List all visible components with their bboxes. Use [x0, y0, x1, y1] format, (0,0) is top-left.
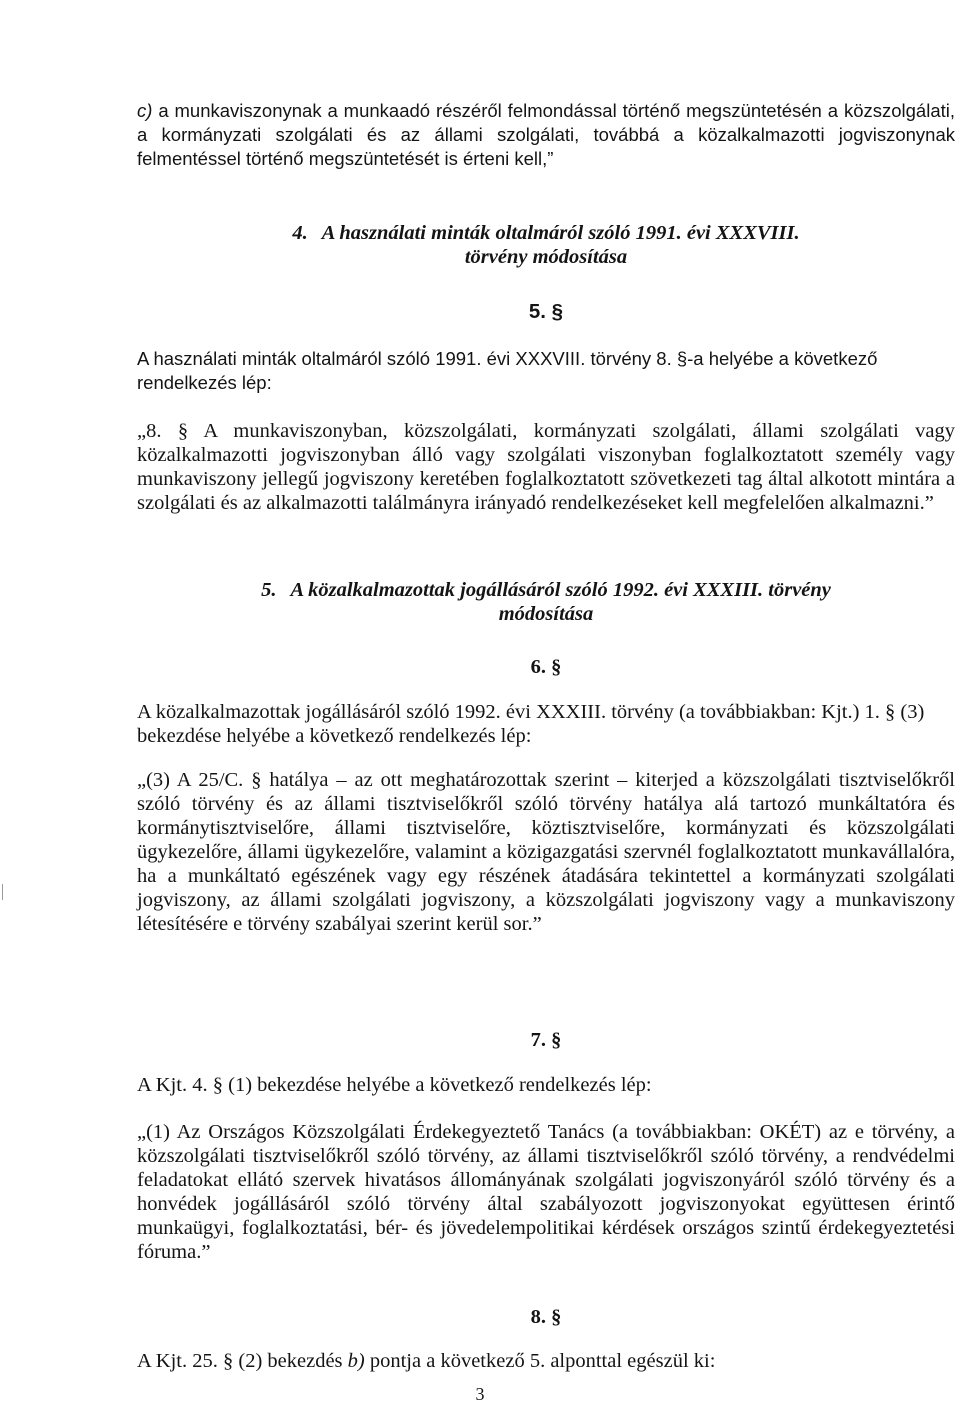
section-8-title: 8. § [530, 1306, 562, 1328]
heading-4-number: 4. [292, 222, 308, 244]
section-5-paragraph: A használati minták oltalmáról szóló 1991. évi XXXVIII. törvény 8. §-a helyébe a következő rendelkezés lép: [137, 348, 878, 393]
section-8-text-after: pontja a következő 5. alponttal egészül ki: [364, 1350, 716, 1372]
intro-text: a munkaviszonynak a munkaadó részéről felmondással történő megszüntetésén a közszolgálati, a kormányzati szolgálati és az állami szolgálati, továbbá a közalkalmazotti jogviszonynak felmentéssel történő megszüntetését is érteni kell,” [137, 100, 955, 169]
section-5-title: 5. § [528, 300, 564, 323]
heading-5-title-line1: A közalkalmazottak jogállásáról szóló 1992. évi XXXIII. törvény [290, 579, 831, 601]
section-7-paragraph: A Kjt. 4. § (1) bekezdése helyébe a következő rendelkezés lép: [137, 1074, 652, 1096]
heading-4-title-line1: A használati minták oltalmáról szóló 1991. évi XXXVIII. [321, 222, 800, 244]
heading-5-number: 5. [261, 579, 277, 601]
page-number: 3 [475, 1384, 485, 1404]
section-8-point-label: b) [347, 1350, 365, 1372]
heading-5 [137, 578, 955, 626]
margin-mark [2, 884, 3, 900]
intro-paragraph [137, 99, 955, 171]
heading-4-title-line2: törvény módosítása [464, 246, 628, 268]
quote-8-paragraph: „8. § A munkaviszonyban, közszolgálati, kormányzati szolgálati, állami szolgálati vagy közalkalmazotti jogviszonyban álló vagy szolgálati viszonyban foglalkoztatott személy vagy munkaviszony jellegű jogviszony keretében foglalkoztatott szövetkezeti tag által alkotott mintára a szolgálati és az alkalmazotti találmányra irányadó rendelkezéseket kell megfelelően alkalmazni.” [137, 420, 955, 514]
section-8-text-before: A Kjt. 25. § (2) bekezdés [137, 1350, 348, 1372]
intro-lead-letter: c) [137, 100, 153, 121]
heading-4-line1 [137, 221, 955, 245]
quote-1-paragraph: „(1) Az Országos Közszolgálati Érdekegyeztető Tanács (a továbbiakban: OKÉT) az e törvény, a közszolgálati tisztviselőkről szóló törvény, az állami tisztviselőkről szóló törvény, a rendvédelmi feladatokat ellátó szervek hivatásos állományának szolgálati jogviszonyáról szóló törvény és a honvédek jogállásáról szóló törvény által szabályozott jogviszonyokat együttesen érintő munkaügyi, foglalkoztatási, bér- és jövedelempolitikai kérdések országos szintű érdekegyeztetési fóruma.” [137, 1121, 955, 1263]
section-8-paragraph [137, 1349, 955, 1373]
heading-5-line1 [137, 578, 955, 602]
heading-5-title-line2: módosítása [498, 603, 594, 625]
heading-4 [137, 221, 955, 269]
section-6-title: 6. § [530, 656, 562, 678]
section-6-paragraph: A közalkalmazottak jogállásáról szóló 1992. évi XXXIII. törvény (a továbbiakban: Kjt.) 1. § (3) bekezdése helyébe a következő rendelkezés lép: [137, 701, 925, 747]
quote-3-paragraph: „(3) A 25/C. § hatálya – az ott meghatározottak szerint – kiterjed a közszolgálati tisztviselőkről szóló törvény és az állami tisztviselőkről szóló törvény hatálya alá tartozó munkáltatóra és kormánytisztviselőre, állami tisztviselőre, köztisztviselőre, kormányzati és közszolgálati ügykezelőre, állami ügykezelőre, valamint a közigazgatási szervnél foglalkoztatott munkavállalóra, ha a munkáltató egészének vagy egy részének átadására tekintettel a kormányzati szolgálati jogviszony, az állami szolgálati jogviszony, a közszolgálati jogviszony vagy a munkaviszony létesítésére e törvény szabályai szerint kerül sor.” [137, 769, 955, 935]
section-7-title: 7. § [530, 1029, 562, 1051]
